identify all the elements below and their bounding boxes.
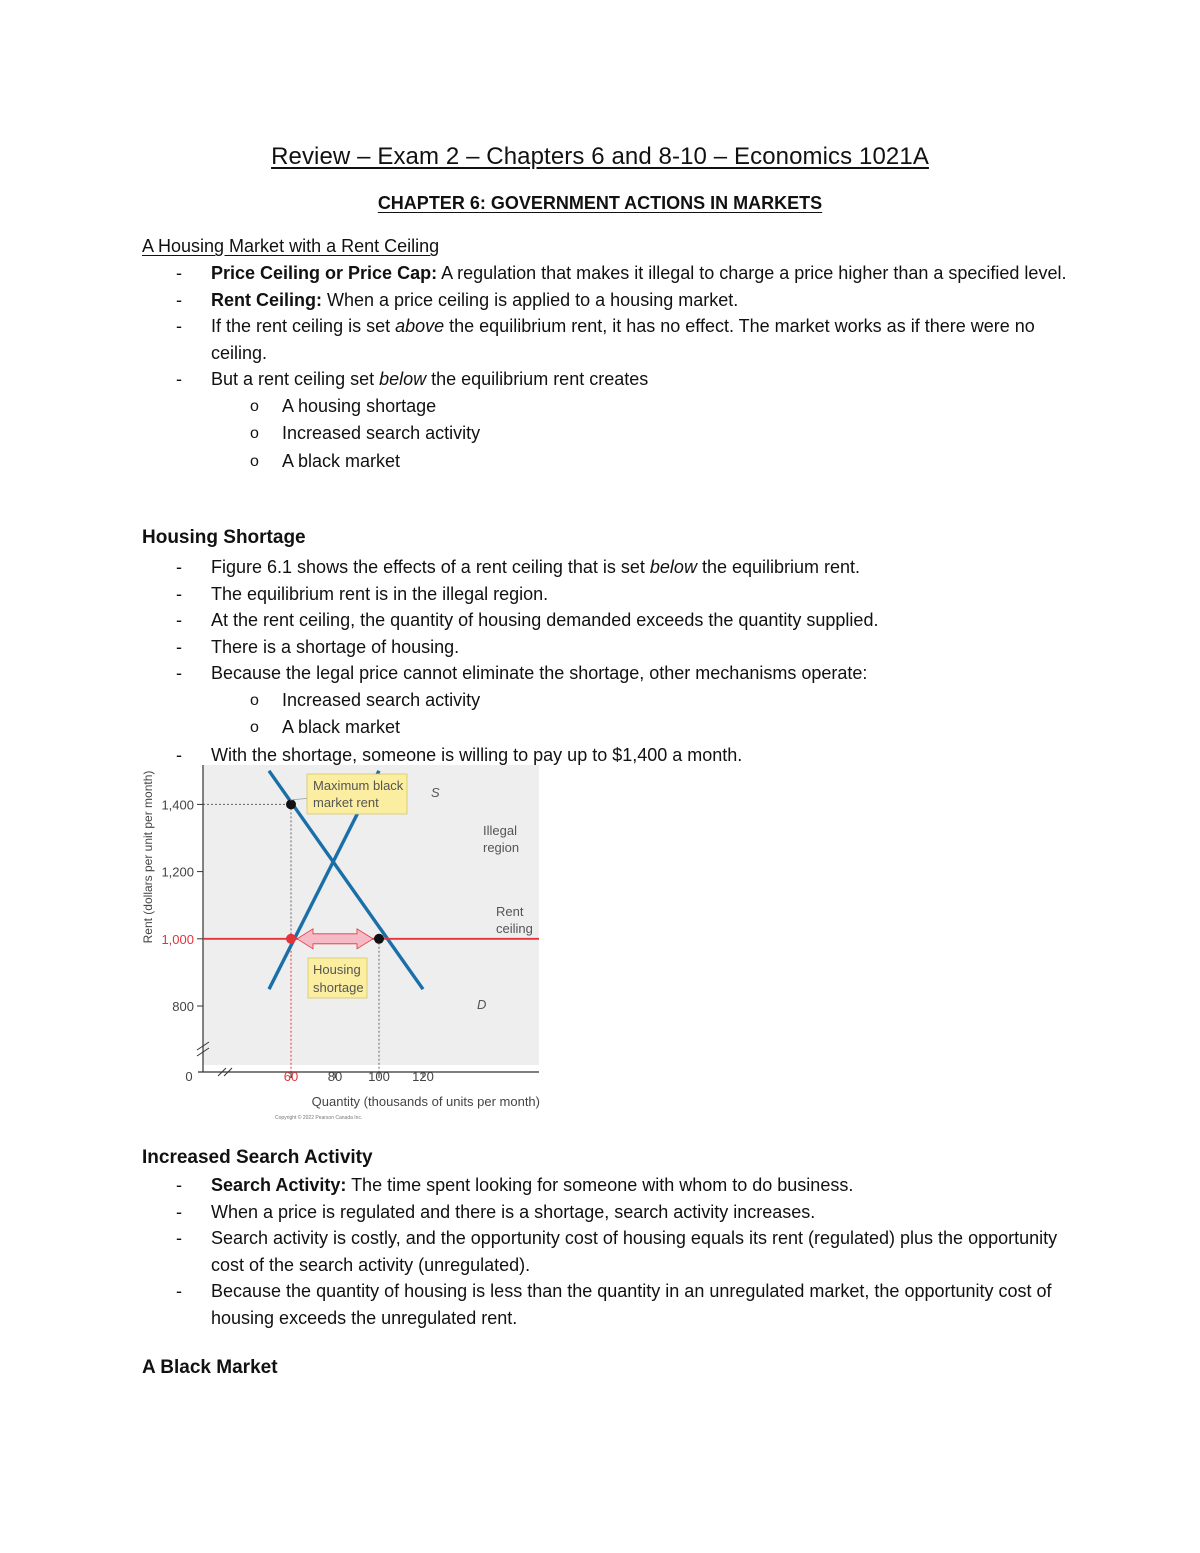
- demand-label: D: [477, 997, 487, 1012]
- list-item: - But a rent ceiling set below the equilibrium rent creates o A housing shortage o Increased search activity o A black market: [0, 366, 1071, 475]
- y-tick-label: 800: [172, 999, 194, 1014]
- black-market-label-line1: Maximum black: [313, 778, 404, 793]
- list-item: - When a price is regulated and there is a shortage, search activity increases.: [0, 1199, 1071, 1226]
- supply-label: S: [431, 785, 440, 800]
- housing-shortage-callout: [308, 958, 367, 998]
- x-axis-title: Quantity (thousands of units per month): [311, 1094, 540, 1109]
- sub-list-item: o A housing shortage: [211, 393, 1071, 421]
- list-item: - Because the legal price cannot eliminate the shortage, other mechanisms operate: o Increased search activity o A black market: [0, 660, 1071, 742]
- black-market-label-line2: market rent: [313, 795, 379, 810]
- sub-list-item: o A black market: [211, 714, 1071, 742]
- shortage-label-line2: shortage: [313, 980, 364, 995]
- y-tick-label: 1,000: [161, 931, 194, 947]
- list-item: - Price Ceiling or Price Cap: A regulation that makes it illegal to charge a price higher than a specified level.: [0, 260, 1071, 287]
- list-item: - Rent Ceiling: When a price ceiling is applied to a housing market.: [0, 287, 1071, 314]
- rent-ceiling-chart: [140, 760, 560, 1125]
- list-item: - At the rent ceiling, the quantity of housing demanded exceeds the quantity supplied.: [0, 607, 1071, 634]
- sub-list-item: o Increased search activity: [211, 420, 1071, 448]
- rent-ceiling-label-line2: ceiling: [496, 921, 533, 936]
- x-tick-label: 60: [283, 1069, 299, 1084]
- rent-ceiling-label-line1: Rent: [496, 904, 524, 919]
- section-heading-rent-ceiling: A Housing Market with a Rent Ceiling: [142, 236, 440, 256]
- list-item: - With the shortage, someone is willing to pay up to $1,400 a month.: [0, 742, 1071, 769]
- search-activity-bullet-list: [0, 1172, 1071, 1331]
- section-heading-housing-shortage: Housing Shortage: [142, 527, 306, 548]
- list-item: - There is a shortage of housing.: [0, 634, 1071, 661]
- section-heading-search-activity: Increased Search Activity: [142, 1147, 373, 1168]
- black-market-point: [286, 799, 296, 809]
- list-item: - The equilibrium rent is in the illegal region.: [0, 581, 1071, 608]
- x-tick-label: 80: [327, 1069, 343, 1084]
- sub-bullet-list: [211, 687, 1071, 742]
- y-tick-label: 1,200: [161, 864, 194, 880]
- housing-shortage-bullet-list: [0, 554, 1071, 768]
- list-item: - Figure 6.1 shows the effects of a rent ceiling that is set below the equilibrium rent.: [0, 554, 1071, 581]
- list-item: - Search activity is costly, and the opportunity cost of housing equals its rent (regulated) plus the opportunity cost of the search activity (unregulated).: [0, 1225, 1071, 1278]
- list-item: - Because the quantity of housing is less than the quantity in an unregulated market, the opportunity cost of housing exceeds the unregulated rent.: [0, 1278, 1071, 1331]
- chapter-heading: CHAPTER 6: GOVERNMENT ACTIONS IN MARKETS: [377, 193, 823, 213]
- sub-list-item: o A black market: [211, 448, 1071, 476]
- x-tick-label: 0: [185, 1069, 193, 1084]
- sub-list-item: o Increased search activity: [211, 687, 1071, 715]
- x-tick-label: 120: [412, 1069, 434, 1084]
- black-market-callout: [290, 774, 407, 814]
- illegal-region-label-line1: Illegal: [483, 823, 517, 838]
- quantity-demanded-point: [374, 934, 384, 944]
- sub-bullet-list: [211, 393, 1071, 476]
- page-title: Review – Exam 2 – Chapters 6 and 8-10 – Economics 1021A: [271, 143, 929, 170]
- rent-ceiling-bullet-list: [0, 260, 1071, 475]
- y-axis-title: Rent (dollars per unit per month): [141, 770, 155, 944]
- x-tick-label: 100: [368, 1069, 390, 1084]
- list-item: - If the rent ceiling is set above the equilibrium rent, it has no effect. The market works as if there were no ceiling.: [0, 313, 1071, 366]
- y-ticks: [161, 797, 203, 1014]
- copyright-notice: Copyright © 2022 Pearson Canada Inc.: [275, 1115, 363, 1121]
- shortage-label-line1: Housing: [313, 962, 361, 977]
- quantity-supplied-point: [286, 934, 296, 944]
- y-tick-label: 1,400: [161, 797, 194, 813]
- illegal-region-label-line2: region: [483, 840, 520, 855]
- section-heading-black-market: A Black Market: [142, 1357, 278, 1378]
- list-item: - Search Activity: The time spent looking for someone with whom to do business.: [0, 1172, 1071, 1199]
